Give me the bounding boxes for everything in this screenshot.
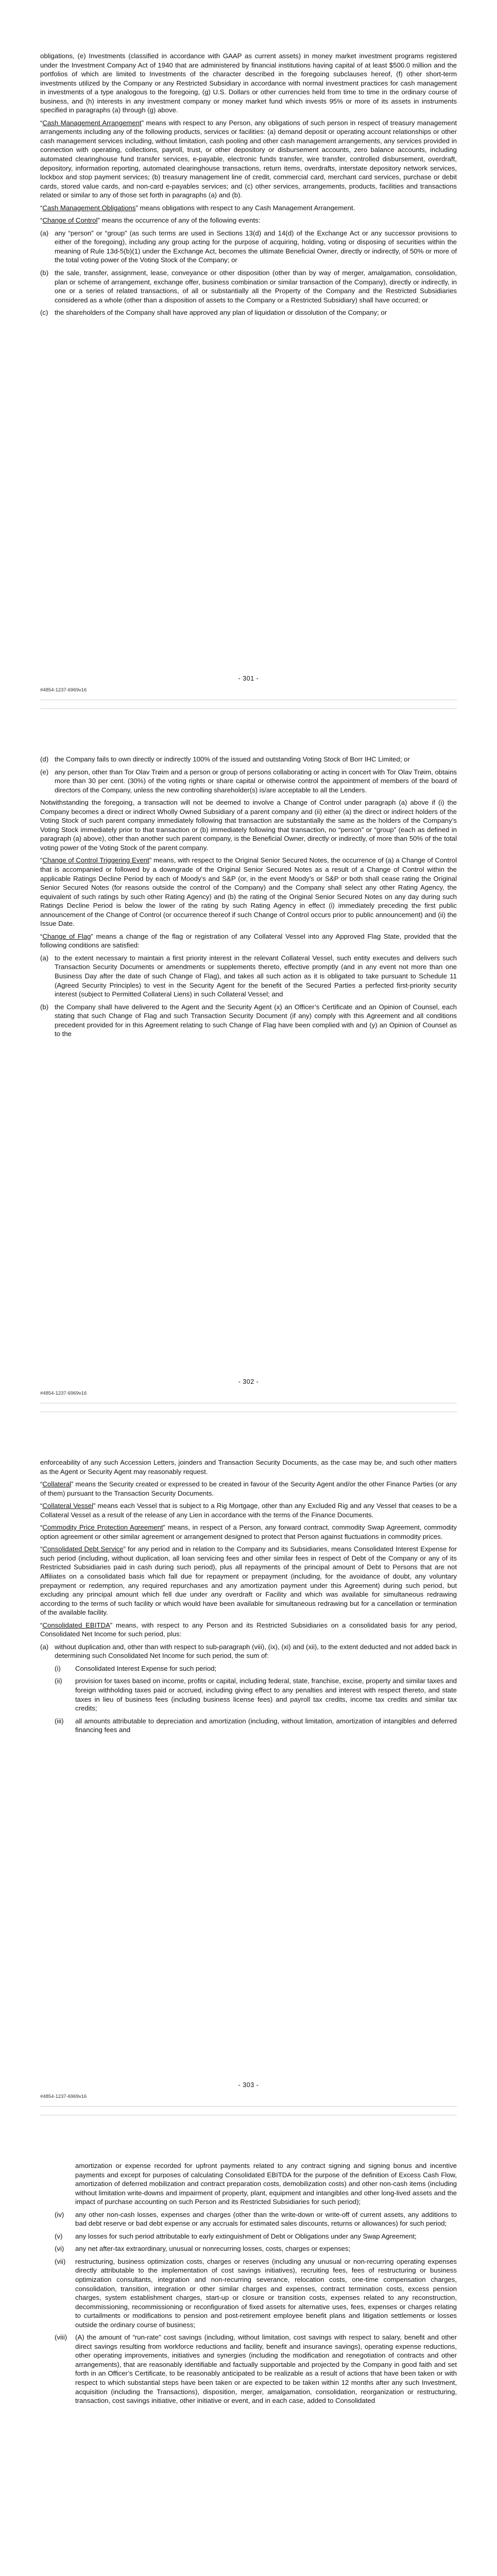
- document-id: #4854-1237-6969v16: [40, 1391, 87, 1396]
- page-number: - 303 -: [238, 2081, 259, 2089]
- item-label: (vi): [55, 2245, 64, 2253]
- list-item: [40, 768, 457, 795]
- document-page-301: [0, 0, 497, 703]
- paragraph-cash-equivalents-tail: obligations, (e) Investments (classified in accordance with GAAP as current assets) in money market investment programs registered under the Investment Company Act of 1940 that are administered by financial institutions having capital of at least $500.0 million and the portfolios of which are limited to Investments of the character described in the foregoing subclauses hereof, (f) other short-term investments utilized by the Company or any Restricted Subsidiary in accordance with normal investment practices for cash management in investments of a type analogous to the foregoing, (g) U.S. Dollars or other currencies held from time to time in the ordinary course of business, and (h) interests in any investment company or money market fund which invests 95% or more of its assets in instruments specified in paragraphs (a) through (g) above.: [40, 52, 457, 114]
- item-text: any “person” or “group” (as such terms are used in Sections 13(d) and 14(d) of the Exchange Act or any successor provisions to either of the foregoing), including any group acting for the purpose of acquiring, holding, voting or disposing of securities within the meaning of Rule 13d-5(b)(1) under the Exchange Act, becomes the ultimate Beneficial Owner, directly or indirectly, of 50% or more of the total voting power of the Voting Stock of the Company; or: [55, 229, 457, 264]
- page-number: - 302 -: [238, 1378, 259, 1385]
- item-text: the Company shall have delivered to the Agent and the Security Agent (x) an Officer’s Certificate and an Opinion of Counsel, each stating that such Change of Flag and such Transaction Security Document (if any) comply with this Agreement and all conditions precedent provided for in this Agreement relating to such Change of Flag have been complied with and (y) an Opinion of Counsel as to the: [55, 1003, 457, 1038]
- definition-change-of-flag: “Change of Flag” means a change of the flag or registration of any Collateral Vessel into any Approved Flag State, provided that the following conditions are satisfied:: [40, 932, 457, 950]
- definition-consolidated-debt-service: “Consolidated Debt Service” for any period and in relation to the Company and its Subsidiaries, means Consolidated Interest Expense for such period (including, without duplication, all loan servicing fees and other similar fees in respect of Debt of the Company or any of its Restricted Subsidiaries paid in cash during such period), plus all repayments of the principal amount of Debt to Persons that are not Affiliates on a consolidated basis which fall due for repayment or prepayment (including, for the avoidance of doubt, any voluntary prepayment or redemption, any required repurchases and any amortization payment under this Agreement) during such period, but excluding any principal amount which fell due under any overdraft or Facility and which was available for simultaneous redrawing according to the terms of such facility or which would have been available for simultaneous redrawing but for a cancellation or termination of the available facility.: [40, 1545, 457, 1617]
- defined-term: Commodity Price Protection Agreement: [42, 1523, 163, 1532]
- definition-collateral: “Collateral” means the Security created or expressed to be created in favour of the Security Agent and/or the other Finance Parties (or any of them) pursuant to the Transaction Security Documents.: [40, 1480, 457, 1497]
- item-label: (b): [40, 1003, 49, 1011]
- definition-change-of-control: “Change of Control” means the occurrence of any of the following events:: [40, 216, 261, 225]
- item-text: the shareholders of the Company shall have approved any plan of liquidation or dissolution of the Company; or: [55, 309, 387, 317]
- item-label: (ii): [55, 1677, 62, 1685]
- item-label: (iv): [55, 2210, 64, 2218]
- item-label: (a): [40, 954, 49, 962]
- item-text: (A) the amount of “run-rate” cost savings (including, without limitation, cost savings with respect to salary, benefit and other direct savings resulting from workforce reductions and facility, benefit and insurance savings), operating expense reductions, other operating improvements, initiatives and synergies (including the modification and renegotiation of contracts and other arrangements), that are reasonably identifiable and factually supportable and projected by the Company in good faith and set forth in an Officer’s Certificate, to be reasonably anticipated to be realizable as a result of actions that have been taken or with respect to which substantial steps have been taken or are expected to be taken within 12 months after any such Investment, acquisition (including the Transactions), disposition, merger, amalgamation, consolidation, reorganization or restructuring, transaction, cost savings initiative, other initiative or event, and in each case, added to Consolidated: [75, 2333, 457, 2405]
- defined-term: Collateral: [42, 1480, 72, 1488]
- item-label: (c): [40, 309, 48, 317]
- item-label: (e): [40, 768, 49, 776]
- item-label: (iii): [55, 1717, 64, 1725]
- document-page-304: [0, 2110, 497, 2576]
- definition-collateral-vessel: “Collateral Vessel” means each Vessel that is subject to a Rig Mortgage, other than any Excluded Rig and any Vessel that ceases to be a Collateral Vessel as a result of the release of any Lien in accordance with the terms of the Finance Documents.: [40, 1502, 457, 1519]
- item-label: (vii): [55, 2257, 66, 2265]
- sub-list-item: [55, 1676, 457, 1713]
- document-page-302: [0, 703, 497, 1406]
- item-label: (b): [40, 269, 49, 277]
- sub-list-item: [55, 1664, 457, 1673]
- item-text: Consolidated Interest Expense for such period;: [75, 1664, 217, 1672]
- document-page-303: [0, 1406, 497, 2110]
- defined-term: Change of Control: [42, 216, 98, 225]
- item-text: without duplication and, other than with respect to sub-paragraph (viii), (ix), (xi) and (xii), to the extent deducted and not added back in determining such Consolidated Net Income for such period, the sum of:: [55, 1642, 457, 1660]
- document-id: #4854-1237-6969v16: [40, 687, 87, 693]
- definition-commodity-price-protection-agreement: “Commodity Price Protection Agreement” means, in respect of a Person, any forward contract, commodity Swap Agreement, commodity option agreement or other similar agreement or arrangement designed to protect that Person against fluctuations in commodity prices.: [40, 1523, 457, 1540]
- item-text: to the extent necessary to maintain a first priority interest in the relevant Collateral Vessel, such entity executes and delivers such Transaction Security Documents or amendments or supplements thereto, effective promptly (and in any event not more than one Business Day after the date of such Change of Flag), and takes all such action as it is obligated to take pursuant to Schedule 11 (Agreed Security Principles) to vest in the Security Agent for the benefit of the Secured Parties a perfected first-priority security interest (subject to Permitted Collateral Liens) in such Collateral Vessel; and: [55, 954, 457, 998]
- sub-list-item: [55, 2257, 457, 2329]
- defined-term: Consolidated Debt Service: [42, 1545, 124, 1553]
- item-label: (a): [40, 229, 49, 237]
- definition-cash-management-obligations: “Cash Management Obligations” means obligations with respect to any Cash Management Arrangement.: [40, 204, 355, 212]
- defined-term: Change of Flag: [42, 932, 91, 940]
- page-divider: [40, 708, 457, 709]
- list-item: [40, 268, 457, 304]
- sub-list-item: [55, 2210, 457, 2228]
- list-item: [40, 755, 457, 764]
- list-item: [40, 229, 457, 265]
- definition-consolidated-ebitda: “Consolidated EBITDA” means, with respect to any Person and its Restricted Subsidiaries on a consolidated basis for any period, Consolidated Net Income for such period, plus:: [40, 1621, 457, 1638]
- defined-term: Change of Control Triggering Event: [42, 856, 149, 865]
- defined-term: Cash Management Arrangement: [42, 118, 142, 127]
- list-item: [40, 1642, 457, 1660]
- paragraph-amortization-continuation: amortization or expense recorded for upfront payments related to any contract signing and signing bonus and incentive payments and except for purposes of calculating Consolidated EBITDA for the purpose of the definition of Excess Cash Flow, amortization of deferred mobilization and contract preparation costs, demobilization costs) and other non-cash items (including without limitation write-downs and impairment of property, plant, equipment and intangibles and other long-lived assets and the impact of purchase accounting on such Person and its Restricted Subsidiaries for such period);: [75, 2162, 457, 2206]
- paragraph-notwithstanding: Notwithstanding the foregoing, a transaction will not be deemed to involve a Change of Control under paragraph (a) above if (i) the Company becomes a direct or indirect Wholly Owned Subsidiary of a parent company and (ii) either (a) the direct or indirect holders of the Voting Stock of such parent company immediately following that transaction are substantially the same as the holders of the Company’s Voting Stock immediately prior to that transaction or (b) immediately following that transaction, no “person” or “group” (each as defined in paragraph (a) above), other than another such parent company, is the Beneficial Owner, directly or indirectly, of more than 50% of the total voting power of the Voting Stock of the parent company.: [40, 799, 457, 852]
- item-text: any person, other than Tor Olav Trøim and a person or group of persons collaborating or acting in concert with Tor Olav Trøim, obtains more than 30 per cent. (30%) of the voting rights or share capital or otherwise control the appointment of members of the board of directors of the Company, unless the new controlling shareholder(s) is/are acceptable to all the Lenders.: [55, 768, 457, 794]
- defined-term: Cash Management Obligations: [42, 204, 136, 212]
- definition-change-of-control-triggering-event: “Change of Control Triggering Event” means, with respect to the Original Senior Secured Notes, the occurrence of (a) a Change of Control that is accompanied or followed by a downgrade of the Original Senior Secured Notes as a result of a Change of Control within the applicable Ratings Decline Period by each of Moody’s and S&P (or, in the event Moody’s or S&P or both shall cease rating the Original Senior Secured Notes (for reasons outside the control of the Company) and the Company shall select any other Rating Agency, the equivalent of such ratings by such other Rating Agency) and (b) the rating of the Original Senior Secured Notes on any day during such Ratings Decline Period is below the lower of the rating by such Rating Agency in effect (i) immediately preceding the first public announcement of the Change of Control (or occurrence thereof if such Change of Control occurs prior to public announcement) and (ii) the Issue Date.: [40, 856, 457, 928]
- item-text: the Company fails to own directly or indirectly 100% of the issued and outstanding Voting Stock of Borr IHC Limited; or: [55, 755, 410, 763]
- sub-list-item: [55, 2333, 457, 2405]
- item-label: (i): [55, 1664, 61, 1672]
- page-body: [40, 2161, 457, 2409]
- item-label: (v): [55, 2232, 63, 2240]
- item-text: provision for taxes based on income, profits or capital, including federal, state, franchise, excise, property and similar taxes and foreign withholding taxes paid or accrued, including giving effect to any penalties and interest with respect thereto, and state taxes in lieu of business fees (including business license fees) and payroll tax credits, income tax credits and similar tax credits;: [75, 1677, 457, 1713]
- defined-term: Consolidated EBITDA: [42, 1621, 110, 1629]
- item-text: any losses for such period attributable to early extinguishment of Debt or Obligations under any Swap Agreement;: [75, 2232, 417, 2240]
- item-text: restructuring, business optimization costs, charges or reserves (including any unusual or non-recurring operating expenses directly attributable to the implementation of cost savings initiatives), recruiting fees, fees of restructuring or business optimization consultants, integration and non-recurring severance, relocation costs, one-time compensation charges, consolidation, transition, integration or other similar charges and expenses, contract termination costs, excess pension charges, system establishment charges, start-up or closure or transition costs, expenses related to any reconstruction, decommissioning, recommissioning or reconfiguration of fixed assets for alternative uses, fees, expenses or charges relating to curtailments or modifications to pension and post-retirement employee benefit plans and litigation settlements or losses outside the ordinary course of business;: [75, 2257, 457, 2329]
- list-item: [40, 954, 457, 999]
- page-number: - 301 -: [238, 675, 259, 682]
- paragraph-enforceability: enforceability of any such Accession Letters, joinders and Transaction Security Documents, as the case may be, and such other matters as the Agent or Security Agent may reasonably request.: [40, 1459, 457, 1476]
- item-text: any other non-cash losses, expenses and charges (other than the write-down or write-off of current assets, any additions to bad debt reserve or bad debt expense or any accruals for estimated sales discounts, returns or allowances) for such period;: [75, 2210, 457, 2228]
- page-body: [40, 1458, 457, 1738]
- document-id: #4854-1237-6969v16: [40, 2094, 87, 2099]
- page-body: [40, 755, 457, 1042]
- item-text: any net after-tax extraordinary, unusual or nonrecurring losses, costs, charges or expenses;: [75, 2245, 351, 2253]
- item-label: (d): [40, 755, 49, 763]
- page-body: [40, 52, 457, 321]
- item-label: (viii): [55, 2333, 67, 2342]
- sub-list-item: [55, 1717, 457, 1735]
- page-divider: [40, 2106, 457, 2107]
- item-text: all amounts attributable to depreciation and amortization (including, without limitation, amortization of intangibles and deferred financing fees and: [75, 1717, 457, 1734]
- item-label: (a): [40, 1642, 49, 1651]
- item-text: the sale, transfer, assignment, lease, conveyance or other disposition (other than by way of merger, amalgamation, consolidation, plan or scheme of arrangement, exchange offer, business combination or similar transaction of the Company), directly or indirectly, in one or a series of related transactions, of all or substantially all the Property of the Company and the Restricted Subsidiaries considered as a whole (other than a disposition of assets to the Company or a Restricted Subsidiary) shall have occurred; or: [55, 269, 457, 304]
- sub-list-item: [55, 2232, 457, 2241]
- defined-term: Collateral Vessel: [42, 1502, 94, 1510]
- sub-list-item: [55, 2244, 457, 2253]
- list-item: [40, 1003, 457, 1039]
- definition-cash-management-arrangement: “Cash Management Arrangement” means with respect to any Person, any obligations of such person in respect of treasury management arrangements including any of the following products, services or facilities: (a) demand deposit or operating account relationships or other cash management services including, without limitation, cash pooling and other cash management arrangements, any services provided in connection with operating, collections, payroll, trust, or other depository or disbursement accounts, zero balance accounts, including automated clearinghouse fund transfer services, e-payable, electronic funds transfer, wire transfer, controlled disbursement, overdraft, depository, information reporting, automated clearinghouse transactions, return items, overdrafts, interstate depository network services, lockbox and stop payment services; (b) treasury management line of credit, commercial card, merchant card services, purchase or debit cards, stored value cards, and non-card e-payables services; and (c) other services, arrangements, products, facilities and transactions related or similar to any of those set forth in paragraphs (a) and (b).: [40, 118, 457, 199]
- list-item: [40, 308, 457, 317]
